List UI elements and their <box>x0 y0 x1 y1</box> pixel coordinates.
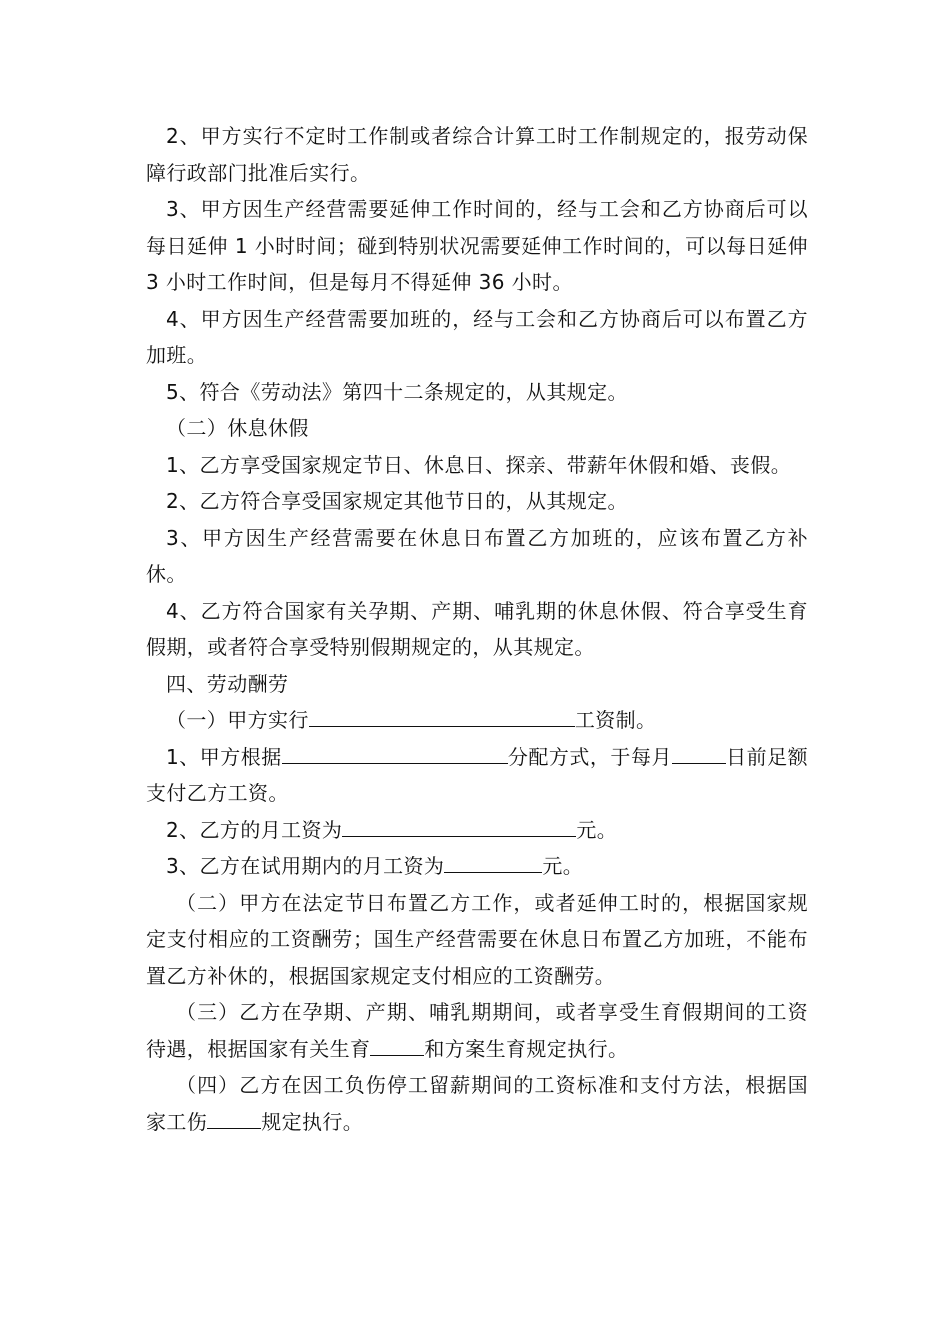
blank-field-distribution[interactable] <box>282 741 508 764</box>
pay-clause-1 <box>146 739 808 812</box>
pay-clause-holiday-work: （二）甲方在法定节日布置乙方工作，或者延伸工时的，根据国家规定支付相应的工资酬劳；国生产经营需要在休息日布置乙方加班，不能布置乙方补休的，根据国家规定支付相应的工资酬劳。 <box>146 890 808 988</box>
pay-clause-injury <box>146 1067 808 1140</box>
pay-clause-text: 元。 <box>542 854 584 878</box>
blank-field-injury-law[interactable] <box>207 1106 261 1129</box>
pay-clause-text: 3、乙方在试用期内的月工资为 <box>166 854 445 878</box>
pay-clause-text: 规定执行。 <box>261 1109 364 1134</box>
pay-clause-text: （三）乙方在孕期、产期、哺乳期期间，或者享受生育假期间的工资待遇，根据国家有关生育 <box>146 1000 808 1061</box>
section-heading-pay: 四、劳动酬劳 <box>166 671 289 696</box>
clause-5-labor-law: 5、符合《劳动法》第四十二条规定的，从其规定。 <box>166 379 628 404</box>
pay-clause-text: 1、甲方根据 <box>166 744 282 769</box>
pay-clause-text: 2、乙方的月工资为 <box>166 817 343 842</box>
pay-clause-text: 工资制。 <box>574 708 657 732</box>
blank-field-probation-wage[interactable] <box>444 850 542 873</box>
pay-clause-wage-system <box>146 702 808 739</box>
clause-3-extend-hours: 3、甲方因生产经营需要延伸工作时间的，经与工会和乙方协商后可以每日延伸 1 小时时间；碰到特别状况需要延伸工作时间的，可以每日延伸 3 小时工作时间，但是每月不得延伸 36 小时。 <box>146 197 808 294</box>
pay-clause-text: 和方案生育规定执行。 <box>424 1036 629 1061</box>
clause-2-flexible-hours: 2、甲方实行不定时工作制或者综合计算工时工作制规定的，报劳动保障行政部门批准后实行。 <box>146 124 808 185</box>
blank-field-monthly-wage[interactable] <box>342 814 576 837</box>
clause-4-overtime: 4、甲方因生产经营需要加班的，经与工会和乙方协商后可以布置乙方加班。 <box>146 306 808 367</box>
pay-clause-text: 日前足额支付乙方工资。 <box>146 744 809 805</box>
pay-clause-text: （一）甲方实行 <box>166 708 309 732</box>
blank-field-wage-system[interactable] <box>309 704 575 727</box>
blank-field-maternity-law[interactable] <box>370 1033 424 1056</box>
pay-clause-text: 分配方式，于每月 <box>507 744 672 769</box>
pay-clause-text: 元。 <box>576 817 618 842</box>
section-heading-rest: （二）休息休假 <box>166 416 309 440</box>
blank-field-pay-day[interactable] <box>672 741 726 764</box>
rest-clause-4: 4、乙方符合国家有关孕期、产期、哺乳期的休息休假、符合享受生育假期，或者符合享受特别假期规定的，从其规定。 <box>146 598 808 659</box>
rest-clause-2: 2、乙方符合享受国家规定其他节日的，从其规定。 <box>166 489 628 513</box>
document-page <box>146 118 808 1140</box>
rest-clause-1: 1、乙方享受国家规定节日、休息日、探亲、带薪年休假和婚、丧假。 <box>166 452 792 477</box>
pay-clause-2 <box>146 812 808 849</box>
pay-clause-maternity <box>146 994 808 1067</box>
pay-clause-text: （四）乙方在因工负伤停工留薪期间的工资标准和支付方法，根据国家工伤 <box>146 1073 808 1134</box>
rest-clause-3: 3、甲方因生产经营需要在休息日布置乙方加班的，应该布置乙方补休。 <box>146 525 808 586</box>
pay-clause-3 <box>146 848 808 885</box>
